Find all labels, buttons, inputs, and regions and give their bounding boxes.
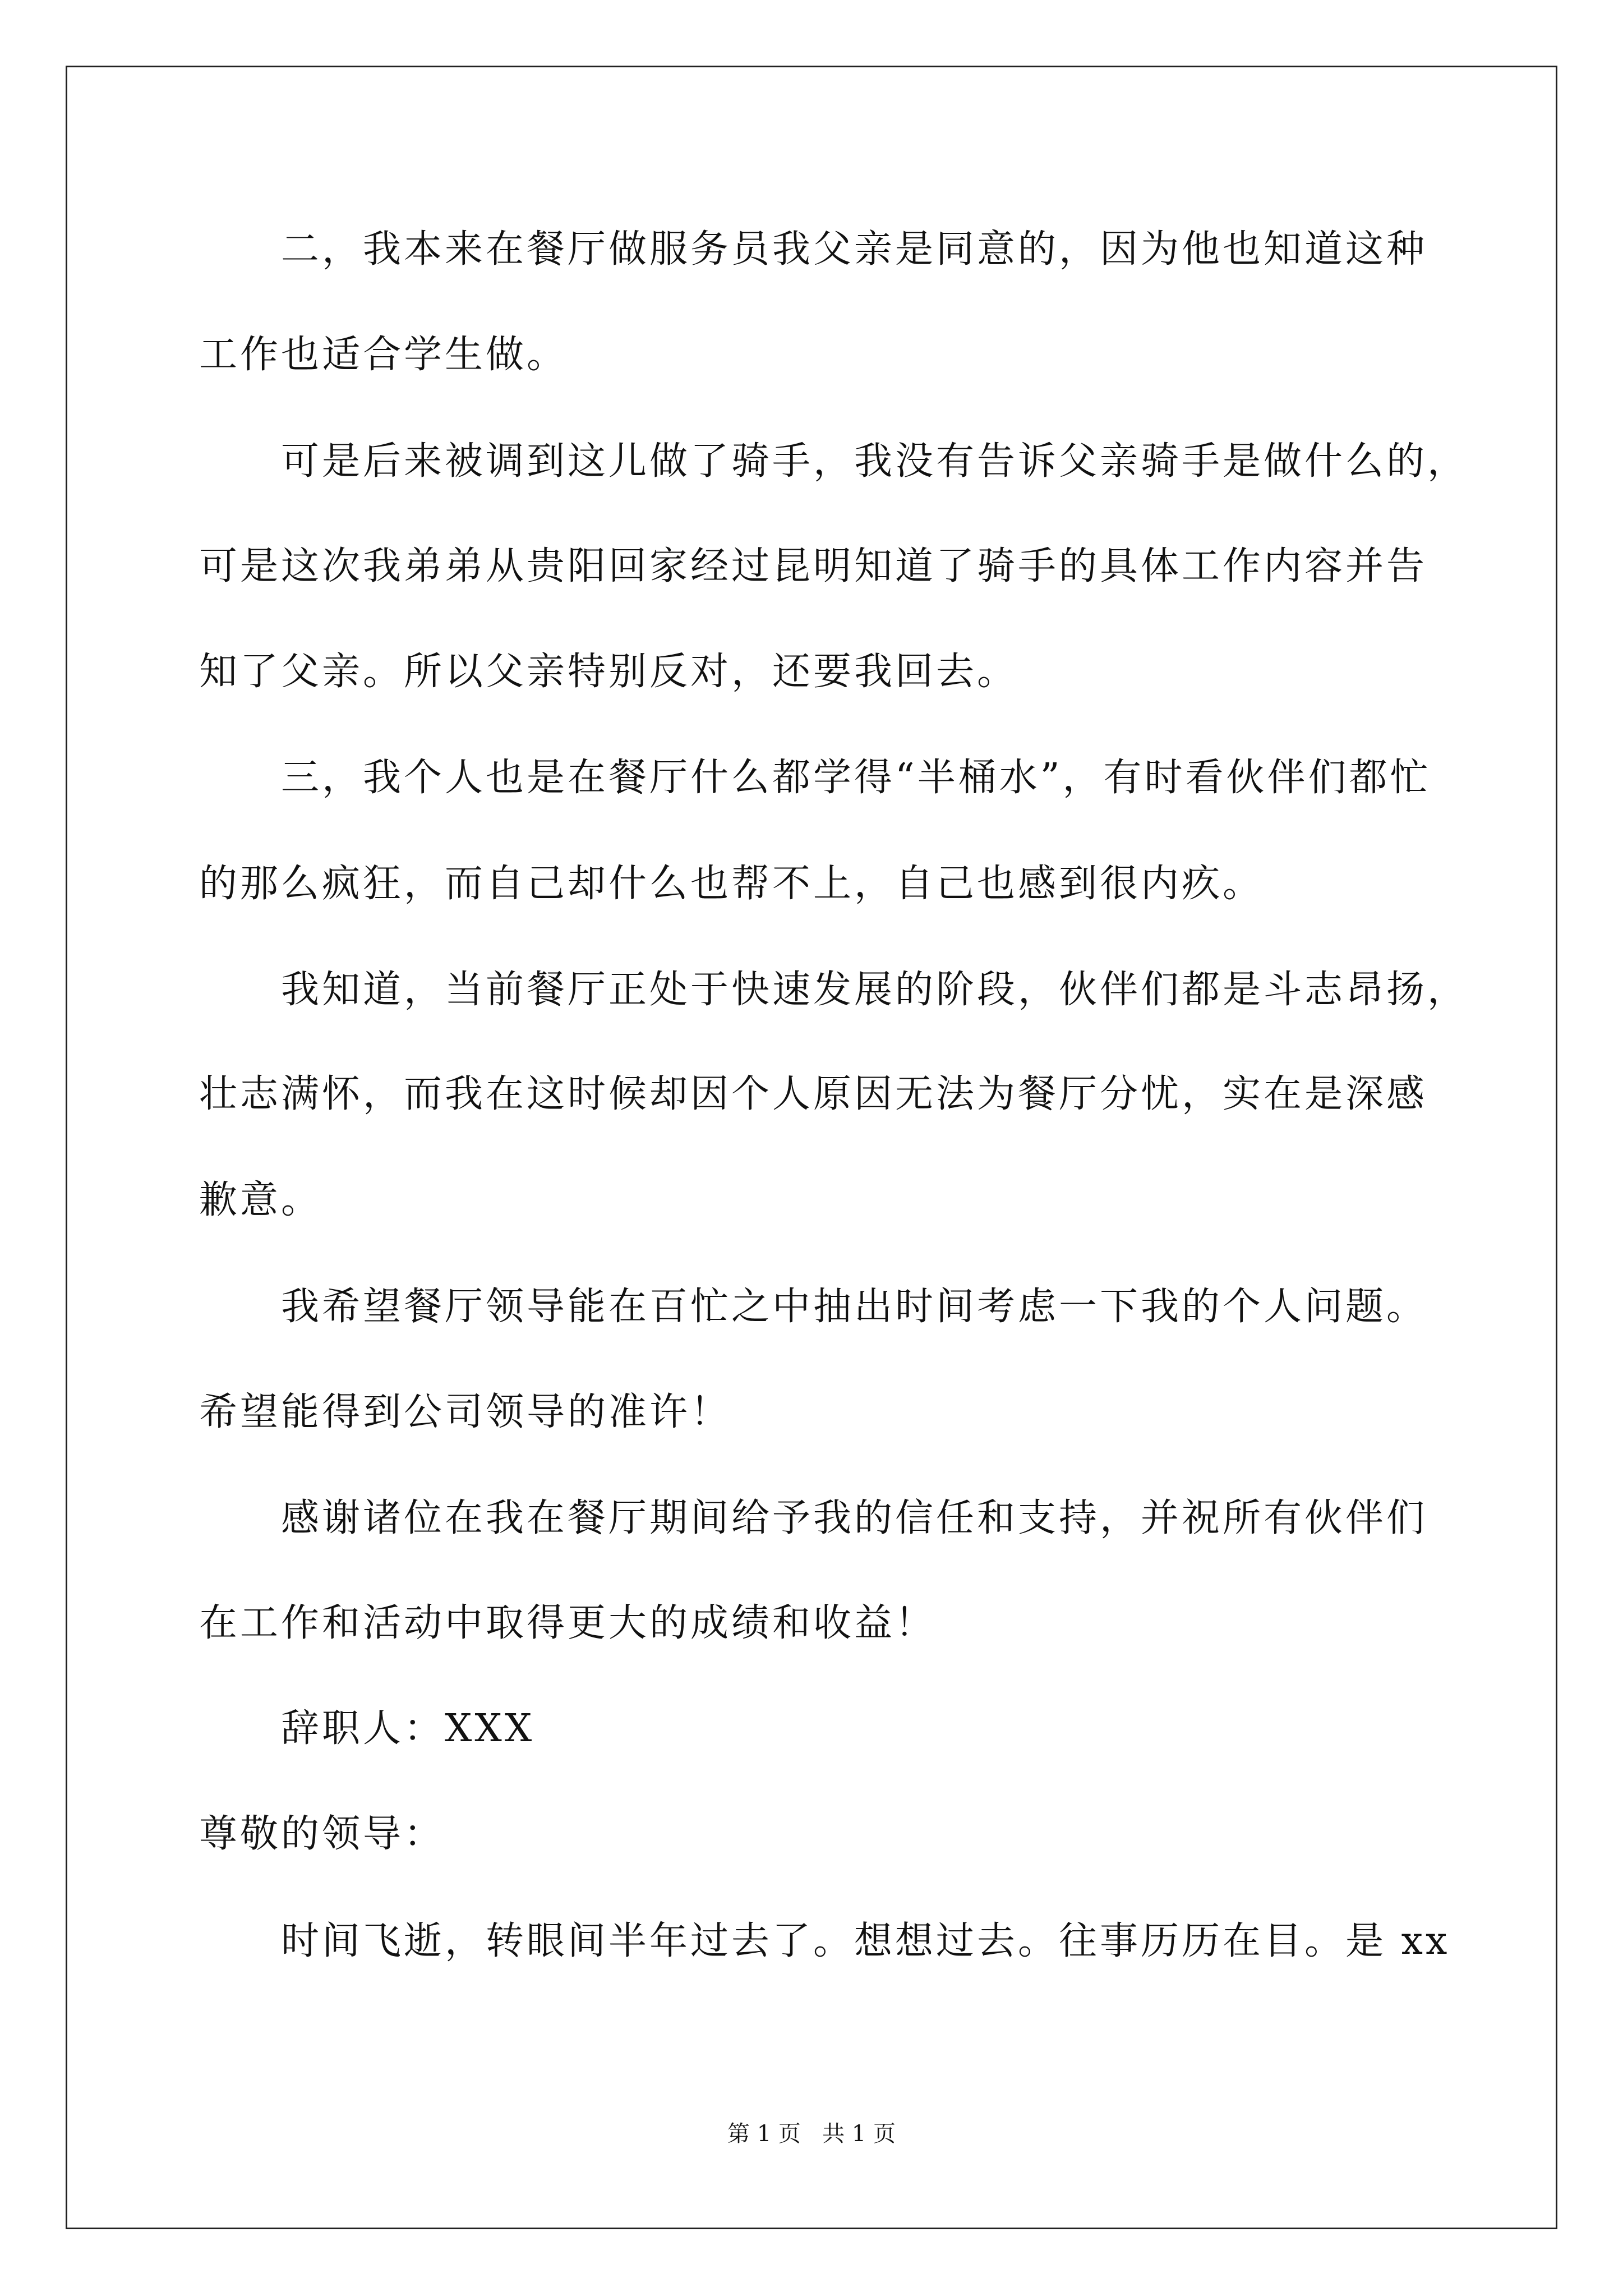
paragraph-line: 的那么疯狂，而自己却什么也帮不上，自己也感到很内疚。 [199,862,1264,906]
paragraph-line: 可是后来被调到这儿做了骑手，我没有告诉父亲骑手是做什么的， [281,439,1469,484]
signature-line: 辞职人：XXX [281,1706,535,1751]
salutation-line: 尊敬的领导： [199,1812,445,1856]
paragraph-line: 我知道，当前餐厅正处于快速发展的阶段，伙伴们都是斗志昂扬， [281,968,1469,1012]
paragraph-line: 工作也适合学生做。 [199,333,568,377]
paragraph-line: 知了父亲。所以父亲特别反对，还要我回去。 [199,650,1018,694]
paragraph-line: 在工作和活动中取得更大的成绩和收益！ [199,1601,937,1645]
paragraph-line: 二，我本来在餐厅做服务员我父亲是同意的，因为他也知道这种 [281,227,1428,272]
paragraph-line: 时间飞逝，转眼间半年过去了。想想过去。往事历历在目。是 xx [281,1919,1450,1963]
page-number-footer: 第 1 页 共 1 页 [727,2121,896,2147]
paragraph-line: 可是这次我弟弟从贵阳回家经过昆明知道了骑手的具体工作内容并告 [199,544,1428,588]
page-border [66,66,1557,2229]
paragraph-line: 壮志满怀，而我在这时候却因个人原因无法为餐厅分忧，实在是深感 [199,1072,1428,1116]
paragraph-line: 希望能得到公司领导的准许！ [199,1390,732,1434]
paragraph-line: 我希望餐厅领导能在百忙之中抽出时间考虑一下我的个人问题。 [281,1285,1428,1329]
paragraph-line: 感谢诸位在我在餐厅期间给予我的信任和支持，并祝所有伙伴们 [281,1496,1428,1540]
paragraph-line: 三，我个人也是在餐厅什么都学得“半桶水”，有时看伙伴们都忙 [281,756,1431,800]
paragraph-line: 歉意。 [199,1178,322,1222]
